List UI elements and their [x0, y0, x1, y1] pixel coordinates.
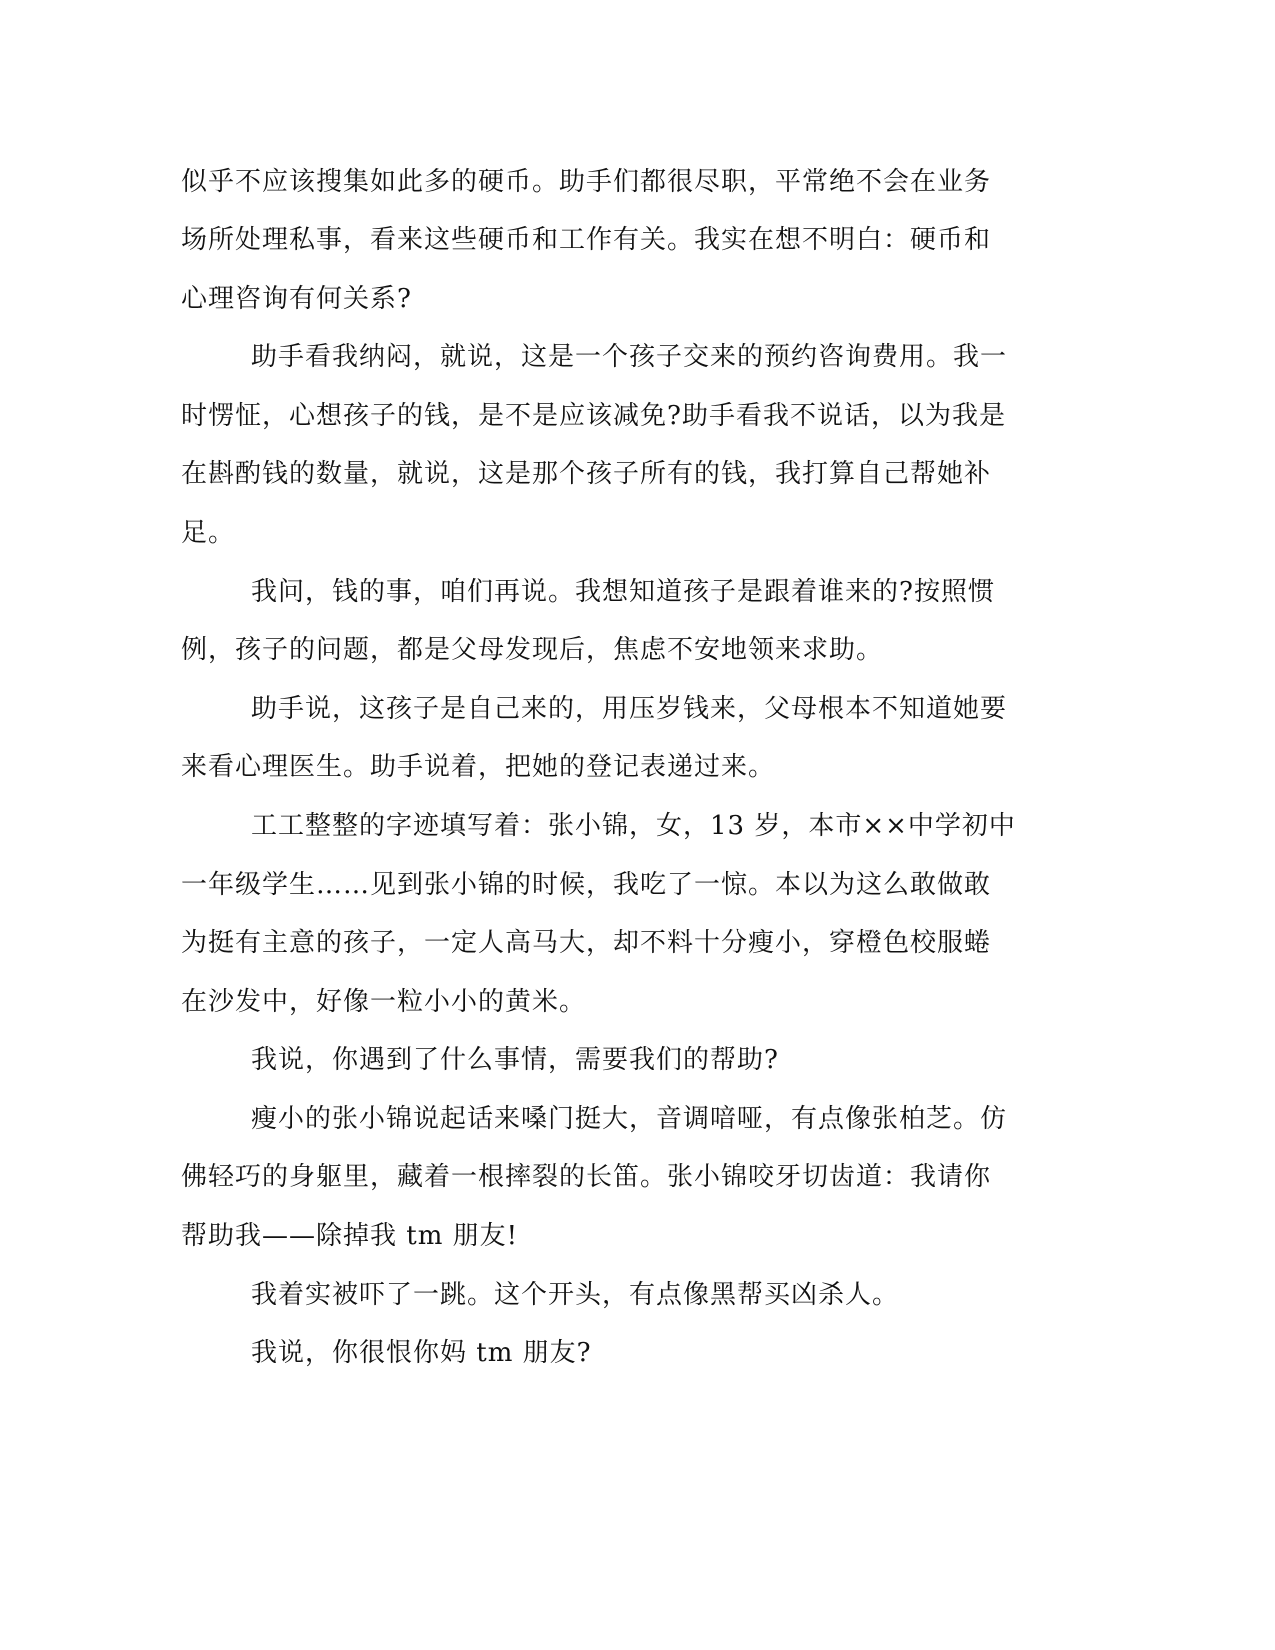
text-line: 瘦小的张小锦说起话来嗓门挺大，音调喑哑，有点像张柏芝。仿 [251, 1104, 1008, 1134]
text-line: 一年级学生……见到张小锦的时候，我吃了一惊。本以为这么敢做敢 [181, 870, 992, 900]
text-line: 来看心理医生。助手说着，把她的登记表递过来。 [181, 752, 776, 782]
text-line: 助手说，这孩子是自己来的，用压岁钱来，父母根本不知道她要 [251, 694, 1008, 724]
text-line: 我说，你很恨你妈 tm 朋友? [251, 1338, 592, 1368]
text-line: 例，孩子的问题，都是父母发现后，焦虑不安地领来求助。 [181, 635, 884, 665]
text-line: 在沙发中，好像一粒小小的黄米。 [181, 987, 587, 1017]
text-line: 足。 [181, 518, 236, 548]
text-line: 我问，钱的事，咱们再说。我想知道孩子是跟着谁来的?按照惯 [251, 577, 995, 607]
text-line: 我着实被吓了一跳。这个开头，有点像黑帮买凶杀人。 [251, 1280, 900, 1310]
text-line: 助手看我纳闷，就说，这是一个孩子交来的预约咨询费用。我一 [251, 342, 1008, 372]
text-line: 似乎不应该搜集如此多的硬币。助手们都很尽职，平常绝不会在业务 [181, 167, 992, 197]
text-line: 工工整整的字迹填写着：张小锦，女，13 岁，本市××中学初中 [251, 811, 1016, 841]
text-line: 心理咨询有何关系? [181, 284, 412, 314]
text-line: 在斟酌钱的数量，就说，这是那个孩子所有的钱，我打算自己帮她补 [181, 459, 992, 489]
text-line: 时愣怔，心想孩子的钱，是不是应该减免?助手看我不说话，以为我是 [181, 401, 1006, 431]
text-line: 为挺有主意的孩子，一定人高马大，却不料十分瘦小，穿橙色校服蜷 [181, 928, 992, 958]
text-line: 帮助我——除掉我 tm 朋友! [181, 1221, 519, 1251]
text-line: 场所处理私事，看来这些硬币和工作有关。我实在想不明白：硬币和 [181, 225, 992, 255]
text-line: 我说，你遇到了什么事情，需要我们的帮助? [251, 1045, 779, 1075]
text-line: 佛轻巧的身躯里，藏着一根摔裂的长笛。张小锦咬牙切齿道：我请你 [181, 1162, 992, 1192]
